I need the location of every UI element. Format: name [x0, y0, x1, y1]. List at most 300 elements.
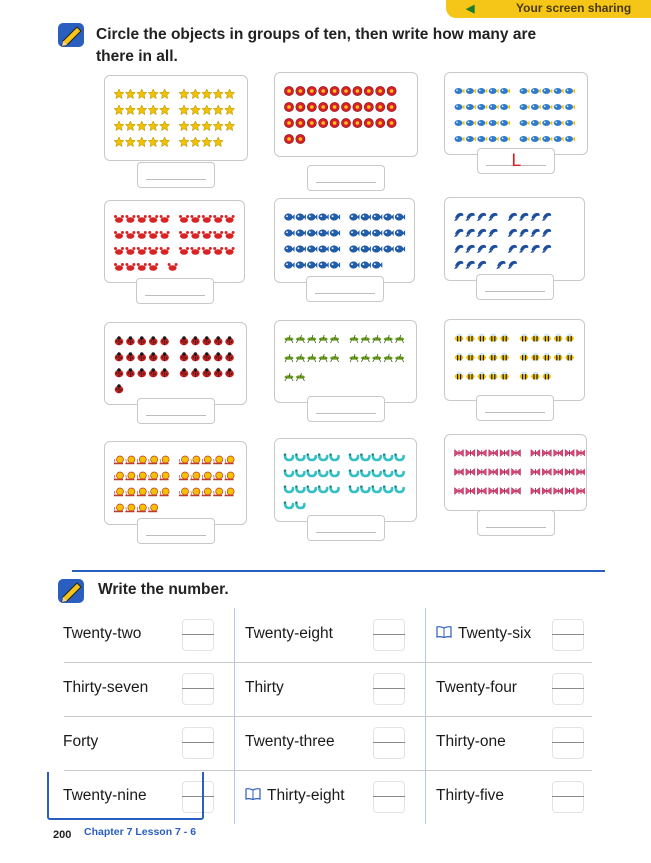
snail-icon: [225, 488, 235, 496]
butterfly-icon: [542, 469, 551, 476]
blue-fish-icon: [361, 214, 371, 221]
grasshopper-icon: [395, 335, 404, 343]
flower-icon: [319, 86, 328, 95]
crab-icon: [202, 231, 212, 239]
ladybug-icon: [149, 352, 158, 361]
crab-icon: [213, 215, 223, 223]
worm-icon: [284, 485, 293, 492]
flower-icon: [307, 118, 316, 127]
grasshopper-icon: [296, 335, 305, 343]
ladybug-icon: [225, 368, 234, 377]
blue-fish-icon: [350, 230, 360, 237]
flower-icon: [387, 86, 396, 95]
blue-fish-icon: [296, 262, 306, 269]
crab-icon: [125, 215, 135, 223]
flower-icon: [353, 102, 362, 111]
answer-box-outline: [552, 781, 584, 813]
worm-icon: [360, 469, 369, 476]
count-answer-box[interactable]: [307, 396, 385, 422]
fish-icon: [520, 104, 530, 110]
answer-blank[interactable]: [373, 796, 405, 797]
answer-blank[interactable]: [552, 688, 584, 689]
grasshopper-icon: [350, 354, 359, 362]
worm-icon: [295, 501, 304, 508]
bee-icon: [478, 372, 487, 380]
number-word-label: [436, 625, 531, 643]
count-answer-box[interactable]: [477, 148, 555, 174]
ladybug-icon: [180, 352, 189, 361]
dolphin-icon: [542, 229, 551, 237]
worm-icon: [329, 453, 338, 460]
blue-fish-icon: [330, 230, 340, 237]
butterfly-icon: [477, 450, 486, 457]
butterfly-icon: [577, 450, 586, 457]
fish-icon: [565, 88, 575, 94]
number-word-text: Thirty: [245, 679, 284, 696]
chapter-label: Chapter 7 Lesson 7 - 6: [84, 826, 197, 838]
fish-icon: [466, 88, 476, 94]
snail-icon: [125, 456, 134, 464]
crab-icon: [125, 247, 135, 255]
star-icon: [179, 137, 189, 147]
ladybug-icon: [138, 336, 147, 345]
blue-fish-icon: [384, 246, 394, 253]
ladybug-icon: [149, 336, 158, 345]
butterfly-icon: [554, 488, 563, 495]
ladybug-icon: [115, 336, 124, 345]
worm-icon: [372, 453, 381, 460]
number-word-cell: [52, 662, 234, 716]
dolphin-icon: [542, 245, 551, 253]
blue-fish-icon: [285, 262, 295, 269]
bee-icon: [543, 334, 552, 342]
answer-blank[interactable]: [182, 688, 214, 689]
dolphin-icon: [508, 229, 517, 237]
star-icon: [160, 137, 170, 147]
flower-icon: [364, 102, 373, 111]
section-title: Write the number.: [98, 581, 229, 598]
bee-icon: [489, 334, 498, 342]
crab-icon: [213, 231, 223, 239]
snail-icon: [225, 472, 235, 480]
snail-icon: [125, 488, 134, 496]
count-answer-box[interactable]: [137, 518, 215, 544]
ladybug-icon: [115, 352, 124, 361]
blue-fish-icon: [361, 246, 371, 253]
fish-icon: [531, 120, 541, 126]
crab-icon: [148, 215, 158, 223]
pencil-icon: [57, 20, 87, 50]
worm-icon: [360, 453, 369, 460]
star-icon: [148, 137, 158, 147]
snail-icon: [202, 456, 212, 464]
fish-icon: [500, 120, 510, 126]
answer-blank[interactable]: [373, 688, 405, 689]
bee-icon: [489, 353, 498, 361]
butterfly-icon: [466, 469, 475, 476]
answer-blank[interactable]: [552, 742, 584, 743]
worm-icon: [329, 485, 338, 492]
count-answer-box[interactable]: [137, 162, 215, 188]
crab-icon: [190, 215, 200, 223]
butterfly-icon: [542, 488, 551, 495]
butterfly-icon: [455, 469, 464, 476]
dolphin-icon: [530, 229, 539, 237]
star-icon: [213, 105, 223, 115]
dolphin-icon: [465, 245, 474, 253]
number-word-text: Thirty-five: [436, 787, 505, 804]
star-icon: [137, 121, 147, 131]
grasshopper-icon: [319, 354, 328, 362]
worm-icon: [318, 485, 327, 492]
star-icon: [179, 121, 189, 131]
bee-icon: [543, 372, 552, 380]
worm-icon: [284, 469, 293, 476]
star-icon: [190, 137, 200, 147]
ladybug-icon: [225, 336, 234, 345]
ladybug-icon: [214, 368, 223, 377]
crab-icon: [179, 215, 189, 223]
worm-icon: [394, 469, 403, 476]
pencil-icon: [57, 576, 87, 606]
bee-icon: [531, 353, 540, 361]
worm-icon: [284, 501, 293, 508]
count-answer-box[interactable]: [307, 515, 385, 541]
count-answer-box[interactable]: [477, 510, 555, 536]
fish-icon: [466, 120, 476, 126]
snail-icon: [114, 504, 124, 512]
flower-icon: [387, 102, 396, 111]
worm-icon: [383, 469, 392, 476]
flower-icon: [330, 102, 339, 111]
star-icon: [213, 89, 223, 99]
count-answer-box[interactable]: [137, 398, 215, 424]
grasshopper-icon: [330, 354, 339, 362]
fish-icon: [489, 136, 499, 142]
worm-icon: [383, 453, 392, 460]
butterfly-icon: [531, 450, 540, 457]
number-word-label: [63, 625, 141, 643]
crab-icon: [137, 263, 147, 271]
star-icon: [190, 89, 200, 99]
bee-icon: [543, 353, 552, 361]
blue-fish-icon: [350, 262, 360, 269]
answer-box-outline: [373, 781, 405, 813]
star-icon: [160, 89, 170, 99]
snail-icon: [202, 488, 212, 496]
worm-icon: [295, 469, 304, 476]
bee-icon: [520, 353, 529, 361]
crab-icon: [125, 231, 135, 239]
bee-icon: [478, 334, 487, 342]
dolphin-icon: [454, 261, 463, 269]
ladybug-icon: [214, 336, 223, 345]
butterfly-icon: [489, 488, 498, 495]
flower-icon: [307, 102, 316, 111]
flower-icon: [284, 118, 293, 127]
ladybug-icon: [214, 352, 223, 361]
bee-icon: [500, 353, 509, 361]
ladybug-icon: [203, 336, 212, 345]
star-icon: [160, 121, 170, 131]
bee-icon: [455, 372, 464, 380]
butterfly-icon: [489, 469, 498, 476]
snail-icon: [190, 456, 200, 464]
count-answer-box[interactable]: [307, 165, 385, 191]
number-word-label: [63, 733, 98, 751]
flower-icon: [376, 118, 385, 127]
answer-box-outline: [373, 619, 405, 651]
blue-fish-icon: [307, 214, 317, 221]
footer-bracket: [47, 772, 204, 820]
fish-icon: [466, 104, 476, 110]
star-icon: [114, 137, 124, 147]
snail-icon: [190, 488, 200, 496]
answer-blank[interactable]: [373, 742, 405, 743]
grasshopper-icon: [361, 354, 370, 362]
flower-icon: [341, 86, 350, 95]
worm-icon: [295, 453, 304, 460]
snail-icon: [148, 456, 158, 464]
bee-icon: [466, 372, 475, 380]
star-icon: [213, 121, 223, 131]
snail-icon: [160, 472, 170, 480]
dolphin-icon: [530, 213, 539, 221]
crab-icon: [148, 263, 158, 271]
star-icon: [125, 89, 135, 99]
screen-sharing-banner[interactable]: [446, 0, 651, 18]
answer-blank[interactable]: [182, 634, 214, 635]
butterfly-icon: [542, 450, 551, 457]
fish-icon: [542, 136, 552, 142]
bee-icon: [565, 334, 574, 342]
answer-blank[interactable]: [373, 634, 405, 635]
blue-fish-icon: [285, 246, 295, 253]
count-answer-box[interactable]: [136, 278, 214, 304]
worm-icon: [383, 485, 392, 492]
fish-icon: [489, 104, 499, 110]
grasshopper-icon: [395, 354, 404, 362]
star-icon: [179, 89, 189, 99]
number-word-cell: [425, 662, 604, 716]
bee-icon: [531, 372, 540, 380]
snail-icon: [114, 456, 124, 464]
bee-icon: [565, 353, 574, 361]
fish-icon: [520, 120, 530, 126]
ladybug-icon: [160, 352, 169, 361]
ladybug-icon: [149, 368, 158, 377]
worm-icon: [394, 453, 403, 460]
bee-icon: [478, 353, 487, 361]
blue-fish-icon: [384, 214, 394, 221]
crab-icon: [160, 231, 170, 239]
ladybug-icon: [180, 368, 189, 377]
fish-icon: [542, 88, 552, 94]
dolphin-icon: [477, 261, 486, 269]
star-icon: [202, 137, 212, 147]
star-icon: [137, 137, 147, 147]
crab-icon: [160, 215, 170, 223]
count-answer-box[interactable]: [306, 276, 384, 302]
fish-icon: [542, 104, 552, 110]
number-word-cell: [52, 716, 234, 770]
flower-icon: [319, 102, 328, 111]
grasshopper-icon: [285, 335, 294, 343]
fish-icon: [565, 120, 575, 126]
answer-text: L: [511, 151, 521, 171]
flower-icon: [330, 86, 339, 95]
worm-icon: [349, 453, 358, 460]
crab-icon: [148, 231, 158, 239]
snail-icon: [190, 472, 200, 480]
answer-box-outline: [182, 619, 214, 651]
ladybug-icon: [126, 368, 135, 377]
blue-fish-icon: [296, 246, 306, 253]
dolphin-icon: [519, 229, 528, 237]
star-icon: [148, 89, 158, 99]
dolphin-icon: [488, 229, 497, 237]
bee-icon: [554, 353, 563, 361]
fish-icon: [500, 104, 510, 110]
bee-icon: [500, 334, 509, 342]
number-word-label: [245, 787, 345, 805]
answer-blank[interactable]: [552, 796, 584, 797]
butterfly-icon: [565, 488, 574, 495]
ladybug-icon: [126, 336, 135, 345]
fish-icon: [489, 120, 499, 126]
number-word-cell: [234, 662, 425, 716]
answer-box-outline: [373, 673, 405, 705]
fish-icon: [554, 88, 564, 94]
count-answer-box[interactable]: [476, 274, 554, 300]
flower-icon: [319, 118, 328, 127]
blue-fish-icon: [350, 214, 360, 221]
bee-icon: [554, 334, 563, 342]
blue-fish-icon: [330, 262, 340, 269]
number-word-label: [436, 733, 506, 751]
crab-icon: [225, 231, 235, 239]
butterfly-icon: [500, 450, 509, 457]
instruction-text: Circle the objects in groups of ten, then write how many are there in all.: [96, 26, 537, 65]
fish-icon: [489, 88, 499, 94]
dolphin-icon: [519, 213, 528, 221]
flower-icon: [330, 118, 339, 127]
ladybug-icon: [160, 336, 169, 345]
snail-icon: [160, 488, 170, 496]
star-icon: [225, 105, 235, 115]
objects-blue-fish: [280, 208, 413, 286]
section-divider: [72, 570, 605, 572]
snail-icon: [137, 504, 147, 512]
blue-fish-icon: [296, 230, 306, 237]
number-word-text: Thirty-eight: [267, 787, 345, 804]
blue-fish-icon: [372, 262, 382, 269]
flower-icon: [307, 86, 316, 95]
number-word-text: Thirty-seven: [63, 679, 149, 696]
bee-icon: [455, 334, 464, 342]
ladybug-icon: [138, 352, 147, 361]
answer-box-outline: [552, 727, 584, 759]
blue-fish-icon: [361, 262, 371, 269]
number-word-label: [63, 679, 148, 697]
snail-icon: [125, 504, 134, 512]
dolphin-icon: [488, 245, 497, 253]
grasshopper-icon: [384, 354, 393, 362]
worm-icon: [349, 485, 358, 492]
star-icon: [225, 121, 235, 131]
butterfly-icon: [512, 469, 521, 476]
dolphin-icon: [519, 245, 528, 253]
star-icon: [213, 137, 223, 147]
answer-blank[interactable]: [552, 634, 584, 635]
number-word-text: Thirty-one: [436, 733, 506, 750]
star-icon: [137, 105, 147, 115]
crab-icon: [125, 263, 135, 271]
star-icon: [190, 105, 200, 115]
star-icon: [190, 121, 200, 131]
grasshopper-icon: [319, 335, 328, 343]
butterfly-icon: [477, 488, 486, 495]
dolphin-icon: [454, 245, 463, 253]
blue-fish-icon: [307, 246, 317, 253]
butterfly-icon: [554, 450, 563, 457]
fish-icon: [565, 136, 575, 142]
flower-icon: [364, 86, 373, 95]
butterfly-icon: [500, 488, 509, 495]
answer-blank[interactable]: [182, 742, 214, 743]
worm-icon: [349, 469, 358, 476]
fish-icon: [477, 136, 487, 142]
dolphin-icon: [542, 213, 551, 221]
count-answer-box[interactable]: [476, 395, 554, 421]
fish-icon: [455, 88, 465, 94]
butterfly-icon: [531, 488, 540, 495]
number-word-label: [245, 679, 284, 697]
star-icon: [179, 105, 189, 115]
crab-icon: [202, 247, 212, 255]
crab-icon: [148, 247, 158, 255]
blue-fish-icon: [330, 246, 340, 253]
star-icon: [125, 105, 135, 115]
crab-icon: [225, 247, 235, 255]
number-word-text: Twenty-six: [458, 625, 532, 642]
butterfly-icon: [577, 469, 586, 476]
number-word-text: Forty: [63, 733, 99, 750]
objects-crab: [110, 210, 243, 288]
dolphin-icon: [454, 213, 463, 221]
crab-icon: [137, 231, 147, 239]
blue-fish-icon: [285, 230, 295, 237]
dolphin-icon: [465, 213, 474, 221]
grasshopper-icon: [307, 335, 316, 343]
fish-icon: [531, 104, 541, 110]
number-word-label: [245, 625, 333, 643]
blue-fish-icon: [319, 214, 329, 221]
butterfly-icon: [466, 450, 475, 457]
snail-icon: [148, 504, 158, 512]
fish-icon: [542, 120, 552, 126]
answer-box-outline: [373, 727, 405, 759]
butterfly-icon: [531, 469, 540, 476]
snail-icon: [137, 472, 147, 480]
blue-fish-icon: [395, 246, 405, 253]
ladybug-icon: [138, 368, 147, 377]
snail-icon: [114, 472, 124, 480]
number-word-cell: [52, 608, 234, 662]
crab-icon: [179, 231, 189, 239]
ladybug-icon: [203, 352, 212, 361]
answer-box-outline: [552, 673, 584, 705]
